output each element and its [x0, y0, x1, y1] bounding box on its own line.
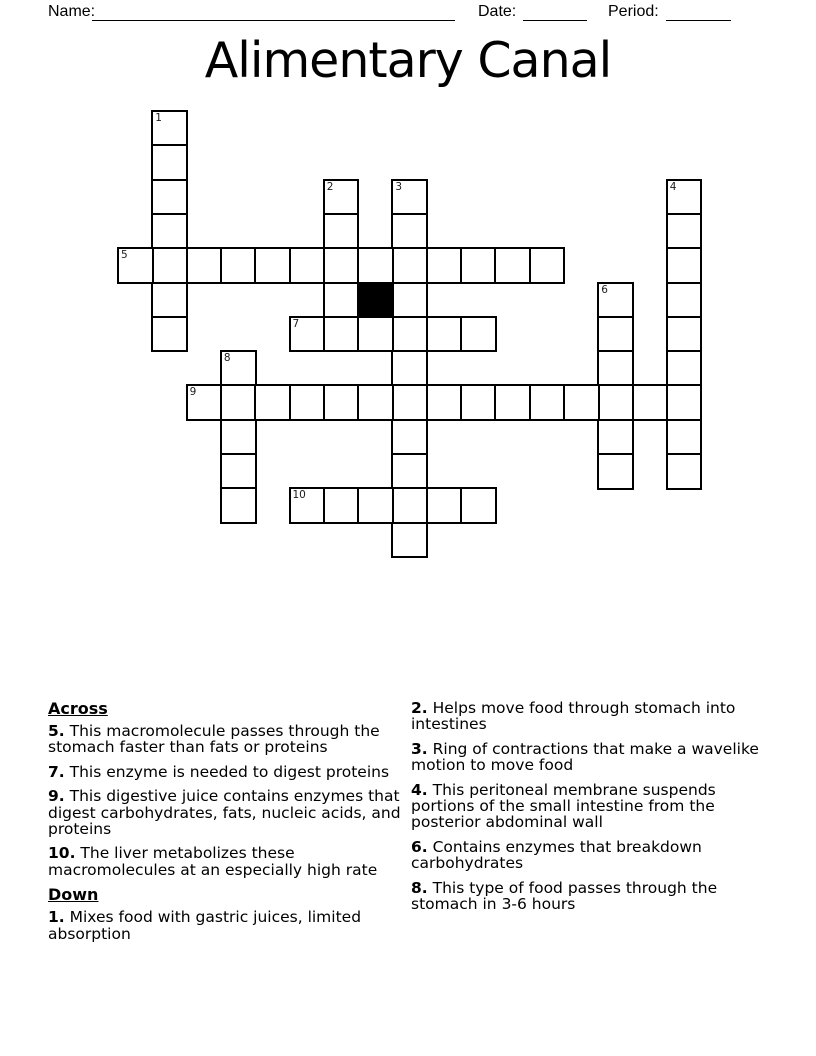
grid-cell[interactable]: [151, 144, 188, 181]
name-field-line[interactable]: [92, 20, 455, 21]
cell-number: 3: [395, 180, 403, 193]
grid-cell[interactable]: [220, 453, 257, 490]
grid-cell[interactable]: [632, 384, 669, 421]
grid-cell[interactable]: [289, 316, 326, 353]
black-cell: [357, 282, 394, 319]
grid-cell[interactable]: [666, 316, 703, 353]
grid-cell[interactable]: [323, 213, 360, 250]
grid-cell[interactable]: [357, 384, 394, 421]
grid-cell[interactable]: [597, 282, 634, 319]
clue: 7. This enzyme is needed to digest proteins: [48, 762, 390, 781]
grid-cell[interactable]: [666, 282, 703, 319]
grid-cell[interactable]: [460, 384, 497, 421]
grid-cell[interactable]: [323, 247, 360, 284]
grid-cell[interactable]: [494, 384, 531, 421]
cell-number: 4: [669, 180, 677, 193]
clue: 3. Ring of contractions that make a wavelike motion to move food: [411, 739, 759, 775]
grid-cell[interactable]: [666, 453, 703, 490]
clue-number: 7.: [48, 762, 65, 781]
grid-cell[interactable]: [323, 487, 360, 524]
clue-number: 4.: [411, 780, 428, 799]
grid-cell[interactable]: [186, 247, 223, 284]
grid-cell[interactable]: [151, 213, 188, 250]
clue: 10. The liver metabolizes these macromolecules at an especially high rate: [48, 844, 378, 879]
grid-cell[interactable]: [323, 179, 360, 216]
grid-cell[interactable]: [426, 247, 463, 284]
down-clue-list-left: [48, 909, 404, 942]
clue-number: 2.: [411, 699, 428, 717]
grid-cell[interactable]: [289, 384, 326, 421]
across-clue-list: [48, 723, 404, 878]
cell-number: 10: [292, 489, 306, 502]
grid-cell[interactable]: [151, 110, 188, 147]
grid-cell[interactable]: [597, 419, 634, 456]
grid-cell[interactable]: [151, 247, 188, 284]
cell-number: 8: [223, 352, 231, 365]
cell-number: 5: [121, 249, 128, 262]
grid-cell[interactable]: [391, 316, 428, 353]
clue: 6. Contains enzymes that breakdown carbohydrates: [411, 837, 702, 873]
grid-cell[interactable]: [220, 384, 257, 421]
clue: 9. This digestive juice contains enzymes that digest carbohydrates, fats, nucleic acids, and proteins: [48, 787, 401, 839]
grid-cell[interactable]: [254, 384, 291, 421]
clue: 5. This macromolecule passes through the stomach faster than fats or proteins: [48, 722, 380, 757]
grid-cell[interactable]: [289, 487, 326, 524]
grid-cell[interactable]: [391, 522, 428, 559]
cell-number: 7: [292, 317, 300, 330]
grid-cell[interactable]: [494, 247, 531, 284]
date-label: Date:: [478, 3, 517, 20]
grid-cell[interactable]: [220, 487, 257, 524]
grid-cell[interactable]: [220, 419, 257, 456]
grid-cell[interactable]: [220, 247, 257, 284]
grid-cell[interactable]: [323, 282, 360, 319]
period-field-line[interactable]: [666, 20, 731, 21]
clues-right-column: [411, 700, 773, 920]
grid-cell[interactable]: [220, 350, 257, 387]
grid-cell[interactable]: [666, 247, 703, 284]
name-label: Name:: [48, 3, 96, 20]
clue: 1. Mixes food with gastric juices, limited absorption: [48, 908, 362, 943]
grid-cell[interactable]: [460, 487, 497, 524]
grid-cell[interactable]: [597, 384, 634, 421]
grid-cell[interactable]: [666, 179, 703, 216]
clue-number: 5.: [48, 722, 65, 740]
grid-cell[interactable]: [666, 350, 703, 387]
clue-number: 8.: [411, 878, 428, 897]
grid-cell[interactable]: [529, 247, 566, 284]
grid-cell[interactable]: [391, 487, 428, 524]
grid-cell[interactable]: [151, 316, 188, 353]
grid-cell[interactable]: [391, 419, 428, 456]
cell-number: 6: [601, 283, 608, 296]
grid-cell[interactable]: [391, 213, 428, 250]
grid-cell[interactable]: [186, 384, 223, 421]
grid-cell[interactable]: [529, 384, 566, 421]
grid-cell[interactable]: [426, 487, 463, 524]
grid-cell[interactable]: [426, 384, 463, 421]
grid-cell[interactable]: [391, 384, 428, 421]
down-clue-list-right: [411, 700, 773, 912]
grid-cell[interactable]: [391, 350, 428, 387]
grid-cell[interactable]: [117, 247, 154, 284]
grid-cell[interactable]: [597, 350, 634, 387]
grid-cell[interactable]: [460, 316, 497, 353]
grid-cell[interactable]: [151, 179, 188, 216]
grid-cell[interactable]: [323, 384, 360, 421]
cell-number: 1: [155, 112, 162, 124]
clue: 4. This peritoneal membrane suspends portions of the small intestine from the posterior abdominal wall: [411, 780, 716, 832]
clue: 8. This type of food passes through the stomach in 3-6 hours: [411, 878, 718, 914]
cell-number: 9: [189, 386, 197, 399]
clue-number: 3.: [411, 739, 428, 758]
clue-number: 6.: [411, 837, 428, 856]
grid-cell[interactable]: [254, 247, 291, 284]
grid-cell[interactable]: [323, 316, 360, 353]
grid-cell[interactable]: [597, 453, 634, 490]
grid-cell[interactable]: [357, 247, 394, 284]
page-title: Alimentary Canal: [204, 32, 612, 89]
grid-cell[interactable]: [666, 213, 703, 250]
clue-number: 9.: [48, 787, 65, 806]
period-label: Period:: [608, 3, 659, 20]
across-heading: Across: [48, 699, 108, 718]
date-field-line[interactable]: [523, 20, 587, 21]
grid-cell[interactable]: [597, 316, 634, 353]
grid-cell[interactable]: [391, 282, 428, 319]
grid-cell[interactable]: [666, 384, 703, 421]
clue-number: 1.: [48, 908, 65, 927]
grid-cell[interactable]: [563, 384, 600, 421]
grid-cell[interactable]: [391, 453, 428, 490]
clue: 2. Helps move food through stomach into intestines: [411, 699, 736, 734]
grid-cell[interactable]: [151, 282, 188, 319]
grid-cell[interactable]: [426, 316, 463, 353]
clues-left-column: [48, 700, 404, 950]
grid-cell[interactable]: [357, 316, 394, 353]
grid-cell[interactable]: [357, 487, 394, 524]
down-heading: Down: [48, 885, 99, 905]
grid-cell[interactable]: [666, 419, 703, 456]
grid-cell[interactable]: [289, 247, 326, 284]
clue-number: 10.: [48, 844, 76, 863]
grid-cell[interactable]: [391, 179, 428, 216]
cell-number: 2: [326, 180, 334, 193]
grid-cell[interactable]: [391, 247, 428, 284]
grid-cell[interactable]: [460, 247, 497, 284]
